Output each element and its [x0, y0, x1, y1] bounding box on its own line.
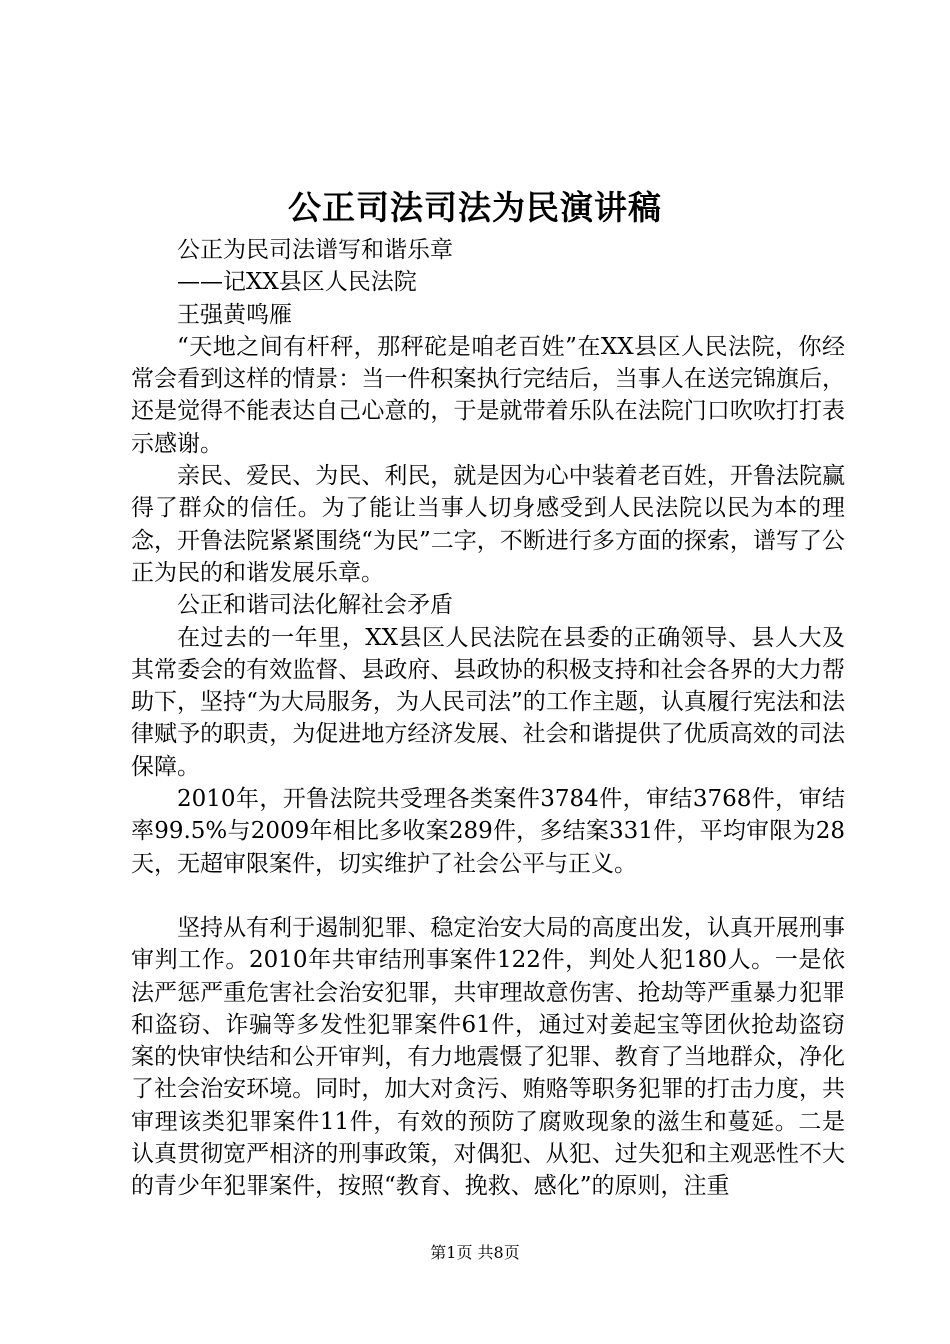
body-paragraph: 2010年，开鲁法院共受理各类案件3784件，审结3768件，审结率99.5%与2009年相比多收案289件，多结案331件，平均审限为28天，无超审限案件，切实维护了社会公平与正义。	[131, 786, 845, 877]
body-paragraph: “天地之间有杆秤，那秤砣是咱老百姓”在XX县区人民法院，你经常会看到这样的情景：当一件积案执行完结后，当事人在送完锦旗后，还是觉得不能表达自己心意的，于是就带着乐队在法院门口吹吹打打表示感谢。	[131, 333, 845, 457]
document-title: 公正司法司法为民演讲稿	[288, 188, 662, 227]
body-paragraph: 亲民、爱民、为民、利民，就是因为心中装着老百姓，开鲁法院赢得了群众的信任。为了能让当事人切身感受到人民法院以民为本的理念，开鲁法院紧紧围绕“为民”二字，不断进行多方面的探索，谱写了公正为民的和谐发展乐章。	[131, 463, 845, 586]
document-body	[131, 234, 845, 1203]
body-paragraph: 在过去的一年里，XX县区人民法院在县委的正确领导、县人大及其常委会的有效监督、县政府、县政协的积极支持和社会各界的大力帮助下，坚持“为大局服务，为人民司法”的工作主题，认真履行宪法和法律赋予的职责，为促进地方经济发展、社会和谐提供了优质高效的司法保障。	[131, 624, 845, 780]
subtitle-paragraph: 公正为民司法谱写和谐乐章	[177, 237, 453, 263]
author-paragraph: 王强黄鸣雁	[177, 301, 292, 328]
page-number-footer: 第1页 共8页	[430, 1243, 520, 1262]
body-paragraph: 坚持从有利于遏制犯罪、稳定治安大局的高度出发，认真开展刑事审判工作。2010年共审结刑事案件122件，判处人犯180人。一是依法严惩严重危害社会治安犯罪，共审理故意伤害、抢劫等严重暴力犯罪和盗窃、诈骗等多发性犯罪案件61件，通过对姜起宝等团伙抢劫盗窃案的快审快结和公开审判，有力地震慑了犯罪、教育了当地群众，净化了社会治安环境。同时，加大对贪污、贿赂等职务犯罪的打击力度，共审理该类犯罪案件11件，有效的预防了腐败现象的滋生和蔓延。二是认真贯彻宽严相济的刑事政策，对偶犯、从犯、过失犯和主观恶性不大的青少年犯罪案件，按照“教育、挽救、感化”的原则，注重	[131, 914, 845, 1200]
section-heading: 公正和谐司法化解社会矛盾	[177, 592, 453, 619]
byline-paragraph: ——记XX县区人民法院	[177, 269, 417, 296]
